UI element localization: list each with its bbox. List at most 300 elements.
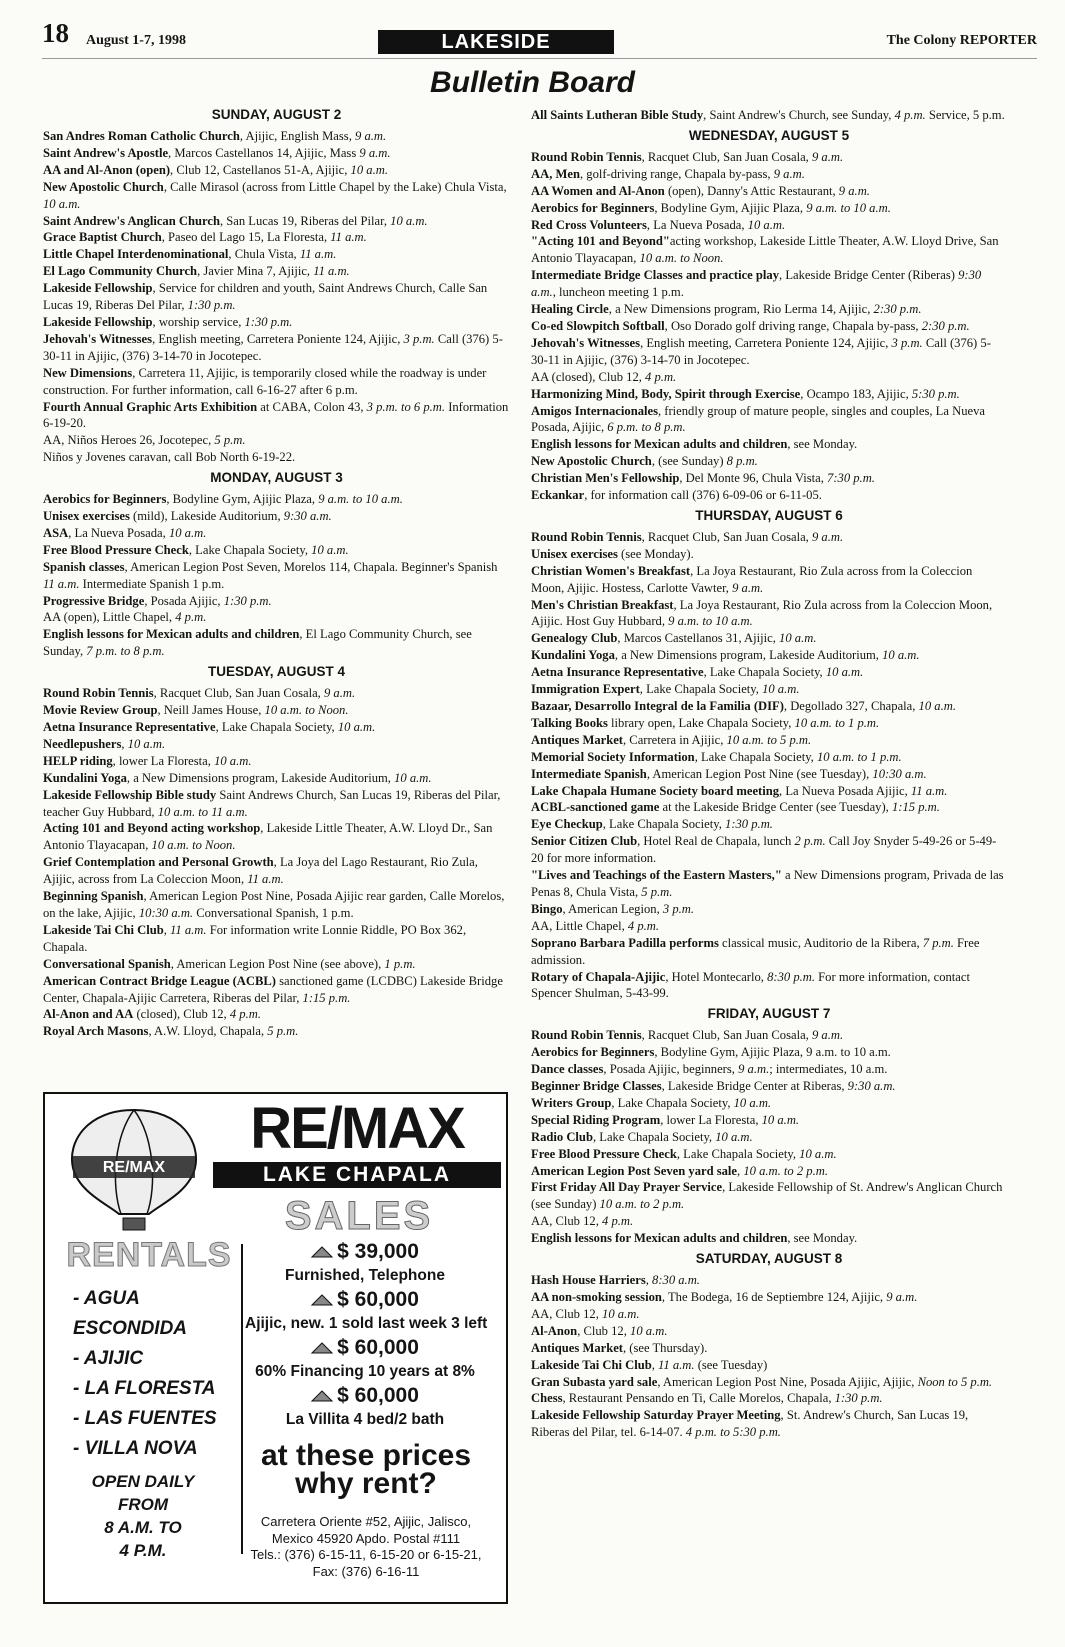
entry-name: Chess xyxy=(531,1391,563,1406)
entry-time: 4 p.m. xyxy=(894,108,926,122)
entry-name: Grace Baptist Church xyxy=(43,230,162,245)
entry-details: , English meeting, Carretera Poniente 124, Ajijic, xyxy=(640,335,892,350)
entry-list xyxy=(43,128,510,466)
listing-entry xyxy=(531,1374,1007,1391)
entry-time: 9 a.m. xyxy=(738,1062,770,1077)
entry-details: , see Monday. xyxy=(787,437,858,452)
entry-time: 6 p.m. to 8 p.m. xyxy=(607,420,686,435)
entry-details: (closed), Club 12, xyxy=(133,1007,230,1022)
rentals-label: RENTALS xyxy=(66,1236,232,1274)
entry-time: 11 a.m. xyxy=(330,230,367,245)
entry-time: 2:30 p.m. xyxy=(921,318,970,333)
entry-after: Intermediate Spanish 1 p.m. xyxy=(79,576,225,591)
entry-name: Aetna Insurance Representative xyxy=(531,665,704,680)
entry-time: 9 a.m. to 10 a.m. xyxy=(318,492,403,507)
entry-list xyxy=(531,1272,1007,1441)
entry-name: Aerobics for Beginners xyxy=(531,1045,655,1060)
entry-name: Lake Chapala Humane Society board meeting xyxy=(531,783,780,798)
listing-entry xyxy=(531,233,1007,267)
entry-details: , Racquet Club, San Juan Cosala, xyxy=(641,149,812,164)
entry-details: , Posada Ajijic, xyxy=(144,593,224,608)
entry-name: Hash House Harriers xyxy=(531,1273,646,1288)
listing-entry xyxy=(43,956,510,973)
entry-details: AA, Niños Heroes 26, Jocotepec, xyxy=(43,433,215,448)
listing-entry xyxy=(531,1357,1007,1374)
entry-name: New Apostolic Church xyxy=(531,454,652,469)
entry-name: Antiques Market xyxy=(531,1340,623,1355)
listing-price: $ 60,000 xyxy=(245,1336,485,1360)
contact-line: Tels.: (376) 6-15-11, 6-15-20 or 6-15-21, xyxy=(250,1547,482,1562)
entry-name: Round Robin Tennis xyxy=(531,149,642,164)
entry-time: 4 p.m. xyxy=(229,1007,261,1022)
listing-entry xyxy=(531,470,1007,487)
listing-entry xyxy=(43,609,510,626)
entry-details: , Bodyline Gym, Ajijic Plaza, xyxy=(166,492,319,507)
rental-place: - AJIJIC xyxy=(73,1348,144,1369)
listing-entry xyxy=(43,1006,510,1023)
paper-name: The Colony REPORTER xyxy=(886,33,1037,48)
listing-desc: 60% Financing 10 years at 8% xyxy=(255,1363,475,1380)
open-hours xyxy=(63,1470,223,1562)
rental-place: - AGUA ESCONDIDA xyxy=(73,1288,188,1339)
entry-time: 1:15 p.m. xyxy=(302,990,351,1005)
entry-time: 10 a.m. to 2 p.m. xyxy=(743,1163,828,1178)
entry-details: , La Joya Restaurant, Rio Zula across from la Coleccion Moon, Ajijic. Host Guy Hubbard, xyxy=(531,597,993,629)
entry-time: 11 a.m. xyxy=(910,783,948,798)
listing-entry xyxy=(531,1272,1007,1289)
listing-entry xyxy=(531,715,1007,732)
listing-entry xyxy=(43,973,510,1007)
entry-details: , American Legion Post Nine, Posada Ajijic, Ajijic, xyxy=(657,1374,918,1389)
entry-time: 1:30 p.m. xyxy=(223,593,272,608)
entry-time: 9 a.m. xyxy=(811,1028,844,1043)
entry-name: Progressive Bridge xyxy=(43,593,145,608)
listing-entry xyxy=(43,542,510,559)
listing-entry xyxy=(531,386,1007,403)
entry-time: 10 a.m. xyxy=(747,217,786,232)
entry-time: 11 a.m. xyxy=(299,247,337,262)
listing-entry xyxy=(43,770,510,787)
entry-details: , St. Andrew's Church, San Lucas 19, Riberas del Pilar, tel. 6-14-07. xyxy=(531,1408,969,1440)
listing-entry xyxy=(531,403,1007,437)
listing-entry xyxy=(531,783,1007,800)
entry-time: 10 a.m. xyxy=(214,753,252,768)
listing-entry xyxy=(43,1023,510,1040)
ad-contact xyxy=(235,1514,497,1580)
entry-name: Jehovah's Witnesses xyxy=(531,335,641,350)
contact-line: Carretera Oriente #52, Ajijic, Jalisco, xyxy=(260,1514,472,1529)
entry-time: 8:30 a.m. xyxy=(652,1273,700,1288)
entry-name: Dance classes xyxy=(531,1062,604,1077)
entry-time: 5 p.m. xyxy=(641,884,673,899)
listing-entry xyxy=(43,128,510,145)
listing-desc: La Villita 4 bed/2 bath xyxy=(285,1411,445,1428)
entry-details: , American Legion Post Nine (see above), xyxy=(170,956,385,971)
entry-name: "Lives and Teachings of the Eastern Masters," xyxy=(531,868,782,883)
entry-name: San Andres Roman Catholic Church xyxy=(43,129,240,143)
entry-time: 9 a.m. xyxy=(811,149,844,164)
entry-name: Talking Books xyxy=(531,715,608,730)
entry-name: Round Robin Tennis xyxy=(531,1028,642,1043)
listing-entry xyxy=(43,888,510,922)
listing-entry xyxy=(531,833,1007,867)
entry-name: Free Blood Pressure Check xyxy=(43,542,189,557)
entry-after: , luncheon meeting 1 p.m. xyxy=(552,285,684,300)
listing-entry xyxy=(43,145,510,162)
open-hours-line: OPEN DAILY xyxy=(91,1472,195,1491)
entry-details: , La Nueva Posada, xyxy=(646,217,748,232)
listing-entry xyxy=(531,1407,1007,1441)
listing-desc: Ajijic, new. 1 sold last week 3 left xyxy=(245,1315,488,1332)
listing-entry xyxy=(531,318,1007,335)
entry-name: New Apostolic Church xyxy=(43,179,164,194)
entry-details: at the Lakeside Bridge Center (see Tuesday), xyxy=(659,800,892,815)
listing-entry xyxy=(43,922,510,956)
entry-name: Rotary of Chapala-Ajijic xyxy=(531,969,666,984)
entry-name: Harmonizing Mind, Body, Spirit through Exercise xyxy=(531,386,801,401)
contact-line: Mexico 45920 Apdo. Postal #111 xyxy=(271,1530,461,1546)
entry-name: Aerobics for Beginners xyxy=(43,492,167,507)
entry-details: , Lakeside Bridge Center at Riberas, xyxy=(661,1079,848,1094)
entry-time: 11 a.m. xyxy=(170,922,207,937)
entry-name: Acting 101 and Beyond acting workshop xyxy=(43,821,261,836)
entry-time: 10 a.m. xyxy=(715,1129,753,1144)
entry-name: Lakeside Fellowship Bible study xyxy=(43,787,217,802)
entry-name: Intermediate Spanish xyxy=(531,766,647,781)
entry-time: 11 a.m. xyxy=(43,576,80,591)
entry-details: , see Monday. xyxy=(787,1231,858,1246)
entry-name: Little Chapel Interdenominational xyxy=(43,247,229,262)
entry-details: , Lake Chapala Society, xyxy=(694,749,817,764)
entry-time: 10 a.m. xyxy=(394,770,432,785)
left-column xyxy=(43,103,510,1040)
listing-entry xyxy=(531,732,1007,749)
entry-name: Christian Men's Fellowship xyxy=(531,471,680,486)
entry-details: , Marcos Castellanos 31, Ajijic, xyxy=(617,631,780,646)
day-heading: FRIDAY, AUGUST 7 xyxy=(707,1006,831,1022)
listing-entry xyxy=(43,314,510,331)
listing-entry xyxy=(531,1179,1007,1213)
entry-details: , xyxy=(121,736,128,751)
listing-entry xyxy=(531,1027,1007,1044)
entry-name: Lakeside Fellowship xyxy=(43,314,153,329)
listing-entry xyxy=(43,854,510,888)
listing-entry xyxy=(531,183,1007,200)
entry-details: , friendly group of mature people, singles and couples, La Nueva Posada, Ajijic, xyxy=(531,403,985,435)
entry-name: Saint Andrew's Apostle xyxy=(43,145,169,160)
listing-entry xyxy=(531,166,1007,183)
listing-entry xyxy=(531,1323,1007,1340)
entry-name: Royal Arch Masons xyxy=(43,1024,149,1039)
listing-desc: Furnished, Telephone xyxy=(285,1267,445,1284)
listing-entry xyxy=(531,901,1007,918)
rental-place: - VILLA NOVA xyxy=(73,1438,198,1459)
entry-time: 10 a.m. xyxy=(127,736,166,751)
sales-label: SALES xyxy=(284,1194,434,1238)
entry-after: ; intermediates, 10 a.m. xyxy=(769,1062,888,1077)
entry-details: , American Legion Post Nine (see Tuesday), xyxy=(646,766,873,781)
entry-details: , Lakeside Little Theater, A.W. Lloyd Dr., San Antonio Tlayacapan, xyxy=(43,821,493,853)
entry-time: 4 p.m. xyxy=(627,918,660,933)
entry-details: , English meeting, Carretera Poniente 124, Ajijic, xyxy=(152,331,404,346)
rental-place: - LA FLORESTA xyxy=(73,1378,216,1399)
listing-entry xyxy=(531,597,1007,631)
entry-details: , A.W. Lloyd, Chapala, xyxy=(148,1024,268,1039)
contact-line: Fax: (376) 6-16-11 xyxy=(312,1563,420,1579)
entry-name: Jehovah's Witnesses xyxy=(43,331,153,346)
listing-entry xyxy=(531,647,1007,664)
entry-details: , (see Thursday). xyxy=(623,1340,708,1355)
entry-list xyxy=(531,107,1007,124)
entry-details: , Bodyline Gym, Ajijic Plaza, 9 a.m. to 10 a.m. xyxy=(654,1045,891,1060)
entry-details: , Lake Chapala Society, xyxy=(676,1146,800,1161)
remax-logo: RE/MAX xyxy=(250,1096,464,1161)
entry-time: 1 p.m. xyxy=(384,956,416,971)
entry-time: 1:15 p.m. xyxy=(891,800,940,815)
entry-details: , xyxy=(737,1163,744,1178)
listing-entry xyxy=(531,1044,1007,1061)
entry-time: 8 p.m. xyxy=(726,454,758,469)
header-rule xyxy=(42,58,1037,59)
entry-details: , Lakeside Bridge Center (Riberas) xyxy=(779,268,959,283)
listing-entry xyxy=(531,1078,1007,1095)
entry-name: First Friday All Day Prayer Service xyxy=(531,1180,723,1195)
entry-details: , xyxy=(163,922,171,937)
entry-time: 10 a.m. xyxy=(882,648,920,663)
listing-entry xyxy=(531,867,1007,901)
remax-advertisement xyxy=(43,1092,508,1604)
entry-time: 7 p.m. xyxy=(922,935,954,950)
day-heading: THURSDAY, AUGUST 6 xyxy=(695,507,843,523)
entry-time: 4 p.m. xyxy=(175,610,207,625)
entry-name: Bazaar, Desarrollo Integral de la Familia (DIF) xyxy=(531,699,784,713)
listing-entry xyxy=(531,816,1007,833)
entry-name: Radio Club xyxy=(531,1129,593,1144)
open-hours-line: 4 P.M. xyxy=(119,1541,167,1560)
entry-name: AA, Men xyxy=(531,166,580,181)
entry-name: Immigration Expert xyxy=(531,682,640,697)
listing-entry xyxy=(531,1306,1007,1323)
entry-details: , Hotel Real de Chapala, lunch xyxy=(637,834,795,849)
listing-entry xyxy=(531,749,1007,766)
hot-air-balloon-icon xyxy=(59,1106,209,1234)
entry-time: 10 a.m. xyxy=(168,525,207,540)
house-icon xyxy=(311,1390,333,1402)
entry-name: Men's Christian Breakfast xyxy=(531,597,674,612)
listing-entry xyxy=(531,107,1007,124)
entry-after: (see Tuesday) xyxy=(694,1357,768,1372)
entry-name: Lakeside Fellowship xyxy=(43,281,153,296)
listing-entry xyxy=(531,681,1007,698)
entry-list xyxy=(531,1027,1007,1247)
entry-name: Needlepushers xyxy=(43,736,122,751)
entry-details: , El Lago Community Church, see Sunday, xyxy=(43,627,472,659)
entry-time: 10:30 a.m. xyxy=(138,905,194,920)
entry-time: 10 a.m. to 1 p.m. xyxy=(816,749,902,764)
entry-time: Noon to 5 p.m. xyxy=(917,1374,993,1389)
listing-entry xyxy=(531,1146,1007,1163)
open-hours-line: 8 A.M. TO xyxy=(104,1518,182,1537)
listing-entry xyxy=(531,1163,1007,1180)
listing-entry xyxy=(43,491,510,508)
entry-details: at CABA, Colon 43, xyxy=(257,399,367,414)
entry-details: classical music, Auditorio de la Ribera, xyxy=(718,935,923,950)
entry-details: (see Monday). xyxy=(617,546,694,561)
entry-time: 1:30 p.m. xyxy=(725,817,773,832)
entry-after: Free admission. xyxy=(531,935,980,967)
house-icon xyxy=(311,1294,333,1306)
rental-place: - LAS FUENTES xyxy=(73,1408,217,1429)
entry-details: , Lakeside Fellowship of St. Andrew's Anglican Church (see Sunday) xyxy=(531,1180,1003,1212)
entry-time: 10 a.m. xyxy=(733,1095,772,1110)
listing-price: $ 60,000 xyxy=(245,1288,485,1312)
day-heading: TUESDAY, AUGUST 4 xyxy=(207,664,346,680)
listing-entry xyxy=(531,529,1007,546)
slogan-line: why rent? xyxy=(295,1467,437,1500)
entry-time: 9 a.m. xyxy=(811,529,844,544)
entry-time: 11 a.m. xyxy=(658,1357,695,1372)
day-heading: SATURDAY, AUGUST 8 xyxy=(695,1251,843,1267)
entry-after: Call (376) 5-30-11 in Ajijic, (376) 3-14-70 in Jocotepec. xyxy=(531,335,991,367)
entry-details: , Lake Chapala Society, xyxy=(188,542,312,557)
day-heading: MONDAY, AUGUST 3 xyxy=(210,470,343,486)
entry-time: 10 a.m. to 2 p.m. xyxy=(599,1197,685,1212)
entry-details: , xyxy=(651,1357,659,1372)
listing-entry xyxy=(43,432,510,449)
entry-details: , Degollado 327, Chapala, xyxy=(783,699,919,713)
listing-entry xyxy=(531,563,1007,597)
entry-details: , Bodyline Gym, Ajijic Plaza, xyxy=(654,200,807,215)
issue-date: August 1-7, 1998 xyxy=(86,33,186,48)
entry-details: , Posada Ajijic, beginners, xyxy=(603,1062,739,1077)
listing-price: $ 39,000 xyxy=(245,1240,485,1264)
listing-entry xyxy=(531,217,1007,234)
entry-time: 10 a.m. xyxy=(602,1306,640,1321)
entry-details: AA, Club 12, xyxy=(531,1306,603,1321)
entry-name: Round Robin Tennis xyxy=(43,686,154,701)
entry-details: , Lake Chapala Society, xyxy=(703,665,826,680)
entry-time: 7:30 p.m. xyxy=(827,471,875,486)
entry-time: 3 p.m. xyxy=(662,901,695,916)
entry-details: , golf-driving range, Chapala by-pass, xyxy=(579,166,774,181)
entry-time: 11 a.m. xyxy=(247,872,284,887)
entry-details: AA, Little Chapel, xyxy=(531,918,628,933)
entry-details: library open, Lake Chapala Society, xyxy=(607,715,795,730)
entry-name: ASA xyxy=(43,525,69,540)
listing-entry xyxy=(531,698,1007,715)
listing-entry xyxy=(43,213,510,230)
entry-details: (open), Danny's Attic Restaurant, xyxy=(664,183,839,198)
listing-entry xyxy=(531,301,1007,318)
entry-name: Christian Women's Breakfast xyxy=(531,563,691,578)
entry-details: , American Legion Post Seven, Morelos 114, Chapala. Beginner's Spanish xyxy=(124,559,498,574)
entry-details: , Carretera in Ajijic, xyxy=(623,732,727,747)
entry-time: 5 p.m. xyxy=(267,1024,299,1039)
entry-name: All Saints Lutheran Bible Study xyxy=(531,108,704,122)
entry-name: English lessons for Mexican adults and children xyxy=(531,1231,788,1246)
listing-entry xyxy=(531,935,1007,969)
entry-name: AA Women and Al-Anon xyxy=(531,183,665,198)
entry-time: 4 p.m. xyxy=(602,1214,634,1229)
listing-entry xyxy=(43,702,510,719)
entry-details: , Del Monte 96, Chula Vista, xyxy=(679,471,828,486)
entry-time: 10 a.m. xyxy=(390,213,428,228)
entry-time: 10 a.m. to Noon. xyxy=(639,251,724,266)
entry-after: Service, 5 p.m. xyxy=(925,108,1005,122)
entry-details: , Chula Vista, xyxy=(228,247,300,262)
entry-name: "Acting 101 and Beyond" xyxy=(531,234,670,249)
listing-entry xyxy=(531,1213,1007,1230)
entry-details: , Saint Andrew's Church, see Sunday, xyxy=(703,108,895,122)
entry-details: , Oso Dorado golf driving range, Chapala by-pass, xyxy=(664,318,922,333)
listing-entry xyxy=(531,487,1007,504)
entry-details: , Club 12, Castellanos 51-A, Ajijic, xyxy=(170,162,351,177)
entry-name: Memorial Society Information xyxy=(531,749,695,764)
entry-time: 9 a.m. xyxy=(732,580,764,595)
listing-entry xyxy=(531,630,1007,647)
listing-entry xyxy=(43,179,510,213)
listing-entry xyxy=(531,267,1007,301)
entry-time: 9 a.m. xyxy=(359,145,391,160)
entry-details: , Racquet Club, San Juan Cosala, xyxy=(153,686,324,701)
entry-time: 10 a.m. xyxy=(350,162,388,177)
entry-name: Free Blood Pressure Check xyxy=(531,1146,677,1161)
right-column xyxy=(531,107,1007,1441)
listing-entry xyxy=(531,1095,1007,1112)
listing-entry xyxy=(531,200,1007,217)
listing-entry xyxy=(43,685,510,702)
listing-entry xyxy=(43,508,510,525)
entry-name: Al-Anon and AA xyxy=(43,1007,134,1022)
entry-time: 2:30 p.m. xyxy=(873,302,922,317)
entry-time: 4 p.m. to 5:30 p.m. xyxy=(685,1425,781,1440)
entry-details: , Club 12, xyxy=(577,1323,631,1338)
entry-time: 5 p.m. xyxy=(214,433,246,448)
entry-details: , a New Dimensions program, Lakeside Auditorium, xyxy=(126,770,395,785)
entry-name: Spanish classes xyxy=(43,559,125,574)
entry-after: Conversational Spanish, 1 p.m. xyxy=(193,905,354,920)
listing-entry xyxy=(531,766,1007,783)
listing-entry xyxy=(531,1112,1007,1129)
entry-details: , American Legion Post Nine, Posada Ajijic rear garden, Calle Morelos, on the lake, Ajijic, xyxy=(43,889,505,920)
entry-name: AA and Al-Anon (open) xyxy=(43,162,171,177)
entry-name: Antiques Market xyxy=(531,732,623,747)
entry-details: , Javier Mina 7, Ajijic, xyxy=(197,264,314,279)
entry-name: New Dimensions xyxy=(43,365,133,380)
entry-details: , xyxy=(645,1273,653,1288)
listing-entry xyxy=(43,331,510,365)
entry-list xyxy=(43,491,510,660)
entry-name: Beginning Spanish xyxy=(43,889,144,904)
entry-name: Red Cross Volunteers xyxy=(531,217,647,232)
entry-name: Special Riding Program xyxy=(531,1112,661,1127)
entry-details: , Restaurant Pensando en Ti, Calle Morelos, Chapala, xyxy=(562,1391,835,1406)
listing-entry xyxy=(531,799,1007,816)
entry-details: , La Nueva Posada Ajijic, xyxy=(779,783,911,798)
entry-name: HELP riding xyxy=(43,753,113,768)
entry-time: 10 a.m. to 11 a.m. xyxy=(157,804,248,819)
entry-details: , Paseo del Lago 15, La Floresta, xyxy=(161,230,331,245)
listing-entry xyxy=(531,1340,1007,1357)
entry-name: Fourth Annual Graphic Arts Exhibition xyxy=(43,399,258,414)
section-banner: LAKESIDE xyxy=(378,30,614,54)
listing-entry xyxy=(43,736,510,753)
entry-time: 9:30 a.m. xyxy=(847,1079,896,1094)
entry-details: , Hotel Montecarlo, xyxy=(665,969,768,984)
entry-name: Writers Group xyxy=(531,1095,612,1110)
entry-name: Lakeside Fellowship Saturday Prayer Meeting xyxy=(531,1408,781,1423)
entry-time: 1:30 p.m. xyxy=(834,1391,883,1406)
